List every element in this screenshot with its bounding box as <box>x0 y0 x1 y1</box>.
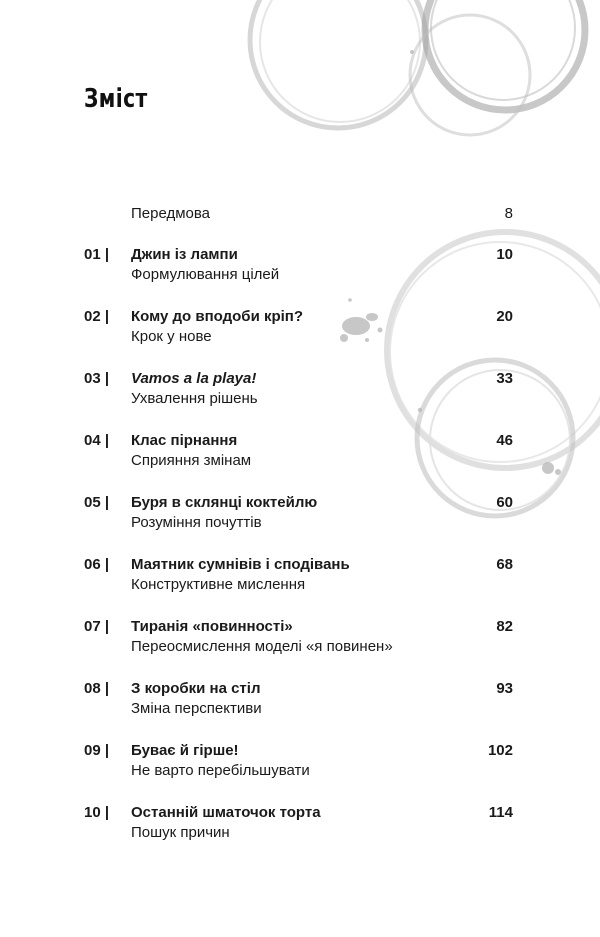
toc-entry-chapter-10[interactable] <box>84 803 513 843</box>
chapter-number: 08 | <box>84 680 110 697</box>
chapter-title: Джин із лампи <box>131 246 238 263</box>
chapter-title: Передмова <box>131 205 211 222</box>
page-number: 93 <box>496 680 513 697</box>
chapter-subtitle: Ухвалення рішень <box>131 390 258 407</box>
chapter-number: 06 | <box>84 556 110 573</box>
page-number: 102 <box>487 742 513 759</box>
chapter-subtitle: Зміна перспективи <box>131 700 262 717</box>
chapter-number: 10 | <box>84 804 110 821</box>
page-number: 114 <box>488 804 513 821</box>
chapter-number: 04 | <box>84 432 110 449</box>
chapter-subtitle: Переосмислення моделі «я повинен» <box>131 638 393 655</box>
chapter-title: Маятник сумнівів і сподівань <box>131 556 350 573</box>
toc-entry-chapter-07[interactable] <box>84 617 513 657</box>
toc-entry-chapter-04[interactable] <box>84 431 513 471</box>
page-number: 33 <box>496 370 513 387</box>
chapter-subtitle: Крок у нове <box>131 328 212 345</box>
page-title: Зміст <box>84 84 148 114</box>
chapter-title: Буря в склянці коктейлю <box>131 494 318 511</box>
toc-entry-chapter-05[interactable] <box>84 493 513 533</box>
chapter-number: 09 | <box>84 742 110 759</box>
chapter-number: 02 | <box>84 308 110 325</box>
chapter-number: 07 | <box>84 618 110 635</box>
table-of-contents <box>84 204 513 843</box>
toc-entry-chapter-01[interactable] <box>84 245 513 285</box>
chapter-subtitle: Розуміння почуттів <box>131 514 262 531</box>
toc-entry-chapter-09[interactable] <box>84 741 513 781</box>
page-number: 8 <box>504 205 513 222</box>
page-number: 68 <box>496 556 513 573</box>
chapter-subtitle: Пошук причин <box>131 824 230 841</box>
chapter-title: Тиранія «повинності» <box>131 618 293 635</box>
toc-entry-chapter-06[interactable] <box>84 555 513 595</box>
page-number: 20 <box>496 308 513 325</box>
chapter-title: Буває й гірше! <box>131 742 239 759</box>
chapter-number: 03 | <box>84 370 110 387</box>
chapter-title: Vamos a la playa! <box>131 370 257 387</box>
page-number: 10 <box>496 246 513 263</box>
chapter-title: Клас пірнання <box>131 432 238 449</box>
chapter-title: Останній шматочок торта <box>131 804 321 821</box>
toc-entry-chapter-03[interactable] <box>84 369 513 409</box>
chapter-title: Кому до вподоби кріп? <box>131 308 304 325</box>
chapter-number: 05 | <box>84 494 110 511</box>
chapter-number: 01 | <box>84 246 110 263</box>
chapter-subtitle: Конструктивне мислення <box>131 576 306 593</box>
chapter-title: З коробки на стіл <box>131 680 261 697</box>
toc-entry-foreword[interactable] <box>84 204 513 224</box>
toc-entry-chapter-02[interactable] <box>84 307 513 347</box>
page-number: 60 <box>496 494 513 511</box>
toc-entry-chapter-08[interactable] <box>84 679 513 719</box>
page-number: 82 <box>496 618 513 635</box>
chapter-subtitle: Не варто перебільшувати <box>131 762 310 779</box>
chapter-subtitle: Формулювання цілей <box>131 266 280 283</box>
chapter-subtitle: Сприяння змінам <box>131 452 252 469</box>
page-number: 46 <box>496 432 513 449</box>
